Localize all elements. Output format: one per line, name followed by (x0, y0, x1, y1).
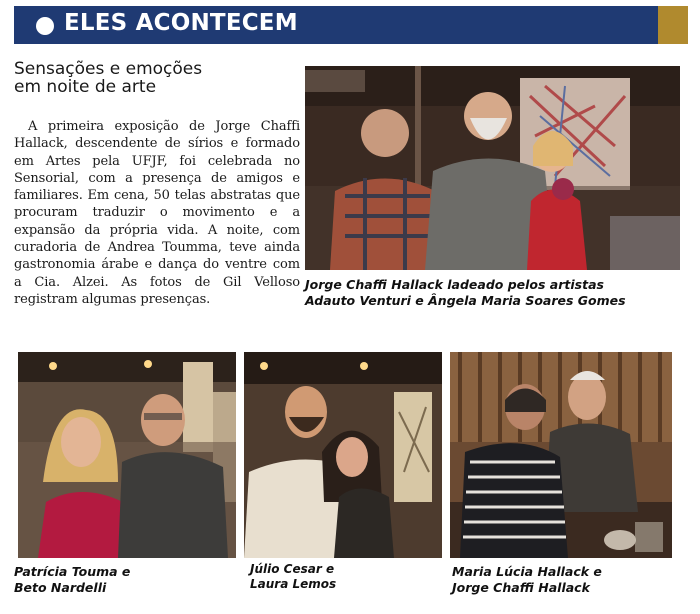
header-accent-block (658, 6, 688, 44)
bottom-center-caption-line-1: Júlio Cesar e (250, 562, 335, 576)
article-body: A primeira exposição de Jorge Chaffi Hallack, descendente de sírios e formado em Artes pela UFJF, foi celebrada no Sensorial, com a presença de amigos e familiares. Em cena, 50 telas abstratas que procuram traduzir o movimento e a expansão da própria vida. A noite, com curadoria de Andrea Toumma, teve ainda gastronomia árabe e dança do ventre com a Cia. Alzei. As fotos de Gil Velloso registram algumas presenças. (14, 119, 300, 307)
section-title: ELES ACONTECEM (64, 10, 298, 36)
bottom-left-caption (14, 564, 234, 596)
section-header (14, 6, 658, 44)
bottom-left-caption-line-2: Beto Nardelli (14, 580, 107, 595)
main-caption-line-2: Adauto Venturi e Ângela Maria Soares Gomes (305, 293, 626, 308)
main-photo-caption (305, 277, 680, 309)
bottom-right-photo (450, 352, 672, 558)
main-caption-line-1: Jorge Chaffi Hallack ladeado pelos artistas (305, 277, 604, 292)
bottom-center-caption (250, 562, 440, 592)
bottom-left-photo (18, 352, 236, 558)
bottom-center-caption-line-2: Laura Lemos (250, 577, 337, 591)
main-photo (305, 66, 680, 270)
bottom-center-photo (244, 352, 442, 558)
bottom-right-caption-line-2: Jorge Chaffi Hallack (452, 580, 590, 595)
headline-line-1: Sensações e emoções (14, 59, 203, 79)
bottom-right-caption (452, 564, 692, 596)
article-headline (14, 60, 294, 96)
bottom-right-caption-line-1: Maria Lúcia Hallack e (452, 564, 602, 579)
headline-line-2: em noite de arte (14, 77, 157, 97)
bottom-left-caption-line-1: Patrícia Touma e (14, 564, 131, 579)
bullet-dot-icon (36, 17, 54, 35)
